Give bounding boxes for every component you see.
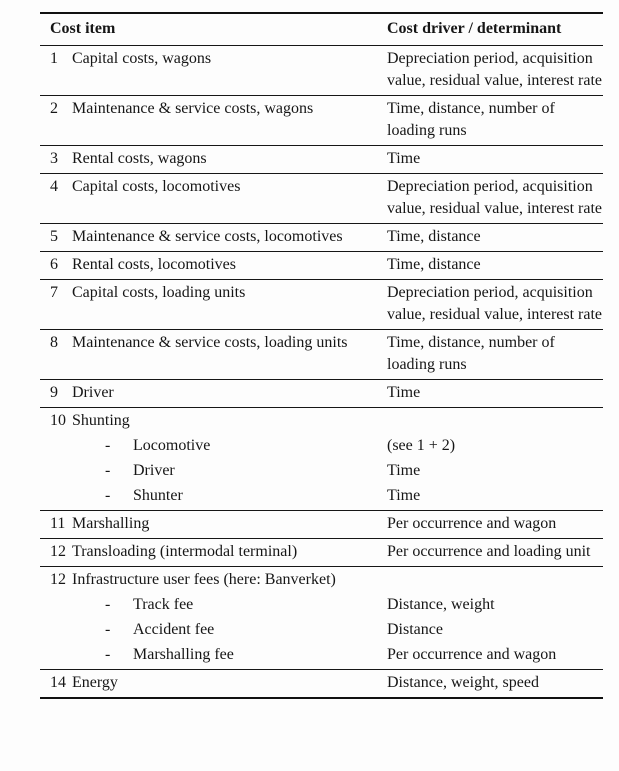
row-number: 7 <box>50 284 58 301</box>
dash-bullet: - <box>105 462 111 479</box>
table-row <box>40 510 603 538</box>
cost-driver-cell: Time <box>387 487 421 504</box>
cost-item-cell: Rental costs, locomotives <box>72 256 236 273</box>
cost-item-cell: Energy <box>72 674 118 691</box>
table-row <box>40 407 603 435</box>
table-header-row <box>40 14 603 45</box>
table-row <box>40 95 603 145</box>
cost-driver-cell: Time, distance <box>387 256 481 273</box>
dash-bullet: - <box>105 646 111 663</box>
cost-item-cell: Capital costs, locomotives <box>72 178 241 195</box>
cost-item-cell: Driver <box>72 384 114 401</box>
dash-bullet: - <box>105 487 111 504</box>
table-subrow <box>40 594 603 619</box>
table-subrow <box>40 619 603 644</box>
row-number: 14 <box>50 674 66 691</box>
cost-driver-cell: Time, distance <box>387 228 481 245</box>
row-number: 8 <box>50 334 58 351</box>
table-row <box>40 538 603 566</box>
cost-subitem-label: Shunter <box>133 487 183 504</box>
cost-driver-cell: Per occurrence and wagon <box>387 515 557 532</box>
cost-item-cell: Maintenance & service costs, locomotives <box>72 228 343 245</box>
table-subrow <box>40 485 603 510</box>
table-row <box>40 45 603 95</box>
row-number: 1 <box>50 50 58 67</box>
table-subrow <box>40 460 603 485</box>
cost-subitem-cell <box>72 619 387 641</box>
cost-driver-cell: Depreciation period, acquisition value, residual value, interest rate <box>387 284 603 323</box>
table-row <box>40 566 603 594</box>
row-number: 12 <box>50 571 66 588</box>
table-row <box>40 145 603 173</box>
cost-item-cell: Maintenance & service costs, loading units <box>72 334 348 351</box>
dash-bullet: - <box>105 621 111 638</box>
row-number: 9 <box>50 384 58 401</box>
row-number: 12 <box>50 543 66 560</box>
cost-subitem-label: Marshalling fee <box>133 646 234 663</box>
cost-subitem-cell <box>72 594 387 616</box>
table-subrow <box>40 435 603 460</box>
header-cost-driver: Cost driver / determinant <box>387 20 562 37</box>
cost-driver-cell: Depreciation period, acquisition value, residual value, interest rate <box>387 178 603 217</box>
table-subrow <box>40 644 603 669</box>
cost-driver-cell: (see 1 + 2) <box>387 437 456 454</box>
cost-subitem-cell <box>72 644 387 666</box>
table-row <box>40 329 603 379</box>
cost-driver-cell: Time <box>387 462 421 479</box>
table-row <box>40 173 603 223</box>
row-number: 6 <box>50 256 58 273</box>
cost-table <box>40 12 603 699</box>
header-cost-item: Cost item <box>50 20 116 37</box>
cost-item-cell: Transloading (intermodal terminal) <box>72 543 298 560</box>
cost-subitem-cell <box>72 485 387 507</box>
cost-driver-cell: Time, distance, number of loading runs <box>387 100 555 139</box>
cost-driver-cell: Distance, weight <box>387 596 495 613</box>
cost-item-cell: Marshalling <box>72 515 150 532</box>
dash-bullet: - <box>105 437 111 454</box>
cost-item-cell: Rental costs, wagons <box>72 150 207 167</box>
cost-driver-cell: Per occurrence and wagon <box>387 646 557 663</box>
row-number: 10 <box>50 412 66 429</box>
row-number: 11 <box>50 515 66 532</box>
table-row <box>40 251 603 279</box>
row-number: 4 <box>50 178 58 195</box>
row-number: 3 <box>50 150 58 167</box>
cost-driver-cell: Time <box>387 384 421 401</box>
dash-bullet: - <box>105 596 111 613</box>
table-row <box>40 279 603 329</box>
cost-subitem-cell <box>72 435 387 457</box>
cost-driver-cell: Distance, weight, speed <box>387 674 539 691</box>
table-row <box>40 669 603 697</box>
cost-subitem-label: Accident fee <box>133 621 215 638</box>
cost-item-cell: Shunting <box>72 412 130 429</box>
cost-subitem-label: Locomotive <box>133 437 211 454</box>
cost-driver-cell: Per occurrence and loading unit <box>387 543 591 560</box>
row-number: 5 <box>50 228 58 245</box>
cost-item-cell: Capital costs, wagons <box>72 50 212 67</box>
cost-driver-cell: Time <box>387 150 421 167</box>
cost-subitem-label: Track fee <box>133 596 194 613</box>
table-row <box>40 223 603 251</box>
cost-item-cell: Infrastructure user fees (here: Banverket) <box>72 571 336 588</box>
cost-driver-cell: Time, distance, number of loading runs <box>387 334 555 373</box>
cost-subitem-label: Driver <box>133 462 175 479</box>
table-row <box>40 379 603 407</box>
cost-item-cell: Capital costs, loading units <box>72 284 246 301</box>
cost-subitem-cell <box>72 460 387 482</box>
cost-driver-cell: Depreciation period, acquisition value, residual value, interest rate <box>387 50 603 89</box>
cost-item-cell: Maintenance & service costs, wagons <box>72 100 314 117</box>
row-number: 2 <box>50 100 58 117</box>
cost-driver-cell: Distance <box>387 621 443 638</box>
table-body <box>40 45 603 697</box>
